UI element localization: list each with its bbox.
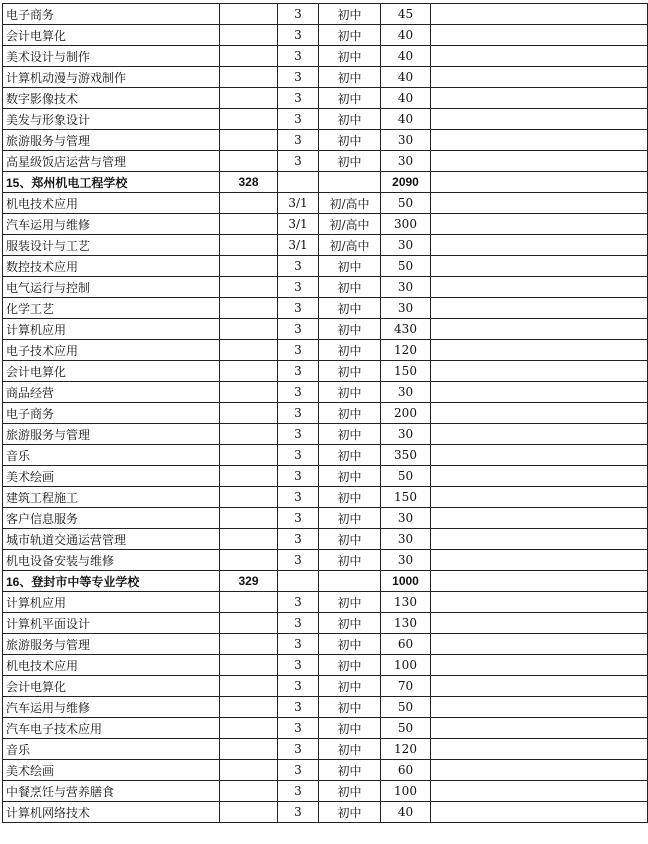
student-origin: 初中 [319,760,381,781]
student-origin: 初中 [319,655,381,676]
empty-cell [220,802,278,823]
enrollment-plan: 130 [381,613,431,634]
empty-cell [431,760,648,781]
student-origin: 初中 [319,697,381,718]
empty-cell [431,634,648,655]
empty-cell [431,256,648,277]
empty-cell [431,571,648,592]
study-years: 3/1 [278,235,319,256]
enrollment-plan: 50 [381,193,431,214]
enrollment-plan: 30 [381,529,431,550]
student-origin: 初中 [319,634,381,655]
major-row [3,130,648,151]
empty-cell [431,109,648,130]
student-origin: 初中 [319,130,381,151]
enrollment-plan: 150 [381,487,431,508]
study-years: 3 [278,340,319,361]
major-name: 汽车运用与维修 [3,697,220,718]
study-years: 3 [278,697,319,718]
empty-cell [220,298,278,319]
enrollment-plan: 100 [381,655,431,676]
major-name: 音乐 [3,739,220,760]
major-name: 化学工艺 [3,298,220,319]
student-origin: 初中 [319,109,381,130]
enrollment-plan: 60 [381,634,431,655]
student-origin: 初中 [319,46,381,67]
study-years: 3 [278,382,319,403]
school-header-row [3,571,648,592]
study-years: 3/1 [278,193,319,214]
empty-cell [220,256,278,277]
empty-cell [220,130,278,151]
major-name: 电气运行与控制 [3,277,220,298]
empty-cell [431,424,648,445]
study-years: 3 [278,487,319,508]
study-years: 3 [278,592,319,613]
major-row [3,361,648,382]
study-years: 3 [278,319,319,340]
study-years: 3 [278,529,319,550]
study-years: 3/1 [278,214,319,235]
study-years: 3 [278,445,319,466]
empty-cell [319,172,381,193]
enrollment-plan: 150 [381,361,431,382]
empty-cell [220,382,278,403]
enrollment-plan: 40 [381,67,431,88]
enrollment-plan: 50 [381,718,431,739]
school-total: 1000 [381,571,431,592]
student-origin: 初中 [319,319,381,340]
major-row [3,25,648,46]
enrollment-plan: 30 [381,508,431,529]
student-origin: 初中 [319,487,381,508]
enrollment-plan: 30 [381,424,431,445]
empty-cell [431,445,648,466]
school-total: 2090 [381,172,431,193]
enrollment-plan: 40 [381,88,431,109]
major-name: 计算机应用 [3,319,220,340]
student-origin: 初中 [319,718,381,739]
student-origin: 初中 [319,739,381,760]
major-name: 电子技术应用 [3,340,220,361]
major-row [3,235,648,256]
student-origin: 初/高中 [319,193,381,214]
student-origin: 初中 [319,151,381,172]
empty-cell [220,214,278,235]
student-origin: 初/高中 [319,235,381,256]
major-row [3,88,648,109]
major-row [3,718,648,739]
enrollment-plan: 30 [381,130,431,151]
major-row [3,508,648,529]
empty-cell [220,319,278,340]
empty-cell [431,151,648,172]
study-years: 3 [278,361,319,382]
empty-cell [319,571,381,592]
major-row [3,739,648,760]
study-years: 3 [278,130,319,151]
student-origin: 初中 [319,256,381,277]
major-name: 美发与形象设计 [3,109,220,130]
empty-cell [431,214,648,235]
enrollment-plan: 200 [381,403,431,424]
major-name: 美术绘画 [3,466,220,487]
empty-cell [431,67,648,88]
enrollment-plan: 60 [381,760,431,781]
study-years: 3 [278,109,319,130]
student-origin: 初/高中 [319,214,381,235]
major-row [3,529,648,550]
empty-cell [220,4,278,25]
empty-cell [220,25,278,46]
empty-cell [431,697,648,718]
student-origin: 初中 [319,403,381,424]
major-row [3,382,648,403]
major-name: 建筑工程施工 [3,487,220,508]
major-row [3,487,648,508]
empty-cell [431,403,648,424]
major-name: 计算机网络技术 [3,802,220,823]
empty-cell [431,718,648,739]
study-years: 3 [278,466,319,487]
student-origin: 初中 [319,340,381,361]
enrollment-plan: 100 [381,781,431,802]
empty-cell [220,193,278,214]
enrollment-plan: 130 [381,592,431,613]
major-name: 旅游服务与管理 [3,424,220,445]
enrollment-plan: 40 [381,109,431,130]
major-row [3,697,648,718]
enrollment-plan: 30 [381,382,431,403]
major-name: 汽车电子技术应用 [3,718,220,739]
study-years: 3 [278,67,319,88]
empty-cell [220,151,278,172]
school-header-row [3,172,648,193]
major-row [3,760,648,781]
empty-cell [431,466,648,487]
empty-cell [220,445,278,466]
major-name: 旅游服务与管理 [3,130,220,151]
empty-cell [220,718,278,739]
empty-cell [220,739,278,760]
empty-cell [431,655,648,676]
empty-cell [431,529,648,550]
study-years: 3 [278,256,319,277]
empty-cell [431,487,648,508]
major-row [3,802,648,823]
major-name: 数字影像技术 [3,88,220,109]
student-origin: 初中 [319,592,381,613]
major-row [3,277,648,298]
empty-cell [220,235,278,256]
empty-cell [431,193,648,214]
major-name: 数控技术应用 [3,256,220,277]
empty-cell [220,529,278,550]
empty-cell [431,361,648,382]
empty-cell [220,613,278,634]
student-origin: 初中 [319,361,381,382]
major-name: 会计电算化 [3,25,220,46]
major-name: 机电技术应用 [3,193,220,214]
student-origin: 初中 [319,781,381,802]
student-origin: 初中 [319,466,381,487]
empty-cell [220,277,278,298]
major-row [3,403,648,424]
enrollment-plan: 50 [381,256,431,277]
enrollment-plan: 70 [381,676,431,697]
study-years: 3 [278,298,319,319]
enrollment-plan: 120 [381,739,431,760]
major-name: 城市轨道交通运营管理 [3,529,220,550]
enrollment-plan: 30 [381,235,431,256]
major-row [3,109,648,130]
study-years: 3 [278,613,319,634]
major-row [3,634,648,655]
major-name: 商品经营 [3,382,220,403]
empty-cell [431,550,648,571]
major-row [3,466,648,487]
empty-cell [278,571,319,592]
empty-cell [220,655,278,676]
study-years: 3 [278,760,319,781]
student-origin: 初中 [319,445,381,466]
enrollment-plan: 40 [381,25,431,46]
major-row [3,781,648,802]
empty-cell [431,46,648,67]
major-name: 电子商务 [3,4,220,25]
major-name: 汽车运用与维修 [3,214,220,235]
enrollment-plan: 30 [381,151,431,172]
table-body [3,4,648,823]
empty-cell [431,613,648,634]
student-origin: 初中 [319,802,381,823]
empty-cell [220,697,278,718]
empty-cell [431,508,648,529]
study-years: 3 [278,25,319,46]
major-name: 计算机动漫与游戏制作 [3,67,220,88]
student-origin: 初中 [319,550,381,571]
empty-cell [220,508,278,529]
major-name: 美术设计与制作 [3,46,220,67]
student-origin: 初中 [319,424,381,445]
study-years: 3 [278,151,319,172]
empty-cell [220,46,278,67]
major-row [3,550,648,571]
empty-cell [278,172,319,193]
empty-cell [431,25,648,46]
empty-cell [220,487,278,508]
study-years: 3 [278,739,319,760]
enrollment-plan-table [2,3,648,823]
study-years: 3 [278,781,319,802]
empty-cell [220,550,278,571]
empty-cell [431,340,648,361]
major-name: 会计电算化 [3,676,220,697]
major-name: 高星级饭店运营与管理 [3,151,220,172]
empty-cell [431,319,648,340]
study-years: 3 [278,508,319,529]
empty-cell [431,172,648,193]
major-row [3,4,648,25]
empty-cell [220,634,278,655]
student-origin: 初中 [319,382,381,403]
major-row [3,298,648,319]
empty-cell [431,802,648,823]
major-row [3,46,648,67]
empty-cell [431,739,648,760]
empty-cell [431,676,648,697]
school-code: 328 [220,172,278,193]
empty-cell [220,760,278,781]
empty-cell [220,88,278,109]
major-name: 旅游服务与管理 [3,634,220,655]
enrollment-plan: 50 [381,466,431,487]
major-row [3,445,648,466]
study-years: 3 [278,424,319,445]
major-name: 音乐 [3,445,220,466]
student-origin: 初中 [319,613,381,634]
major-name: 客户信息服务 [3,508,220,529]
empty-cell [220,592,278,613]
student-origin: 初中 [319,4,381,25]
empty-cell [220,109,278,130]
student-origin: 初中 [319,88,381,109]
empty-cell [431,592,648,613]
enrollment-plan: 30 [381,277,431,298]
study-years: 3 [278,88,319,109]
major-row [3,655,648,676]
empty-cell [220,67,278,88]
school-name: 15、郑州机电工程学校 [3,172,220,193]
study-years: 3 [278,802,319,823]
enrollment-plan: 300 [381,214,431,235]
enrollment-plan: 40 [381,46,431,67]
major-row [3,256,648,277]
enrollment-plan: 40 [381,802,431,823]
empty-cell [431,382,648,403]
empty-cell [220,424,278,445]
major-row [3,67,648,88]
major-name: 机电设备安装与维修 [3,550,220,571]
empty-cell [431,781,648,802]
student-origin: 初中 [319,277,381,298]
empty-cell [431,235,648,256]
student-origin: 初中 [319,508,381,529]
major-row [3,151,648,172]
major-row [3,424,648,445]
study-years: 3 [278,718,319,739]
major-name: 会计电算化 [3,361,220,382]
major-name: 机电技术应用 [3,655,220,676]
major-name: 计算机应用 [3,592,220,613]
major-row [3,193,648,214]
enrollment-plan: 30 [381,550,431,571]
study-years: 3 [278,4,319,25]
major-row [3,676,648,697]
empty-cell [431,298,648,319]
enrollment-plan: 350 [381,445,431,466]
enrollment-plan: 120 [381,340,431,361]
study-years: 3 [278,277,319,298]
study-years: 3 [278,634,319,655]
study-years: 3 [278,403,319,424]
school-name: 16、登封市中等专业学校 [3,571,220,592]
study-years: 3 [278,655,319,676]
student-origin: 初中 [319,67,381,88]
major-name: 服装设计与工艺 [3,235,220,256]
empty-cell [431,88,648,109]
empty-cell [431,277,648,298]
enrollment-plan: 30 [381,298,431,319]
major-name: 中餐烹饪与营养膳食 [3,781,220,802]
major-row [3,319,648,340]
student-origin: 初中 [319,529,381,550]
enrollment-plan: 45 [381,4,431,25]
study-years: 3 [278,550,319,571]
empty-cell [220,466,278,487]
school-code: 329 [220,571,278,592]
enrollment-plan: 50 [381,697,431,718]
major-row [3,340,648,361]
empty-cell [220,361,278,382]
empty-cell [220,340,278,361]
empty-cell [220,676,278,697]
major-name: 计算机平面设计 [3,613,220,634]
major-name: 美术绘画 [3,760,220,781]
student-origin: 初中 [319,298,381,319]
major-name: 电子商务 [3,403,220,424]
major-row [3,592,648,613]
student-origin: 初中 [319,676,381,697]
major-row [3,613,648,634]
empty-cell [220,781,278,802]
study-years: 3 [278,676,319,697]
empty-cell [431,130,648,151]
empty-cell [431,4,648,25]
student-origin: 初中 [319,25,381,46]
major-row [3,214,648,235]
empty-cell [220,403,278,424]
study-years: 3 [278,46,319,67]
enrollment-plan: 430 [381,319,431,340]
